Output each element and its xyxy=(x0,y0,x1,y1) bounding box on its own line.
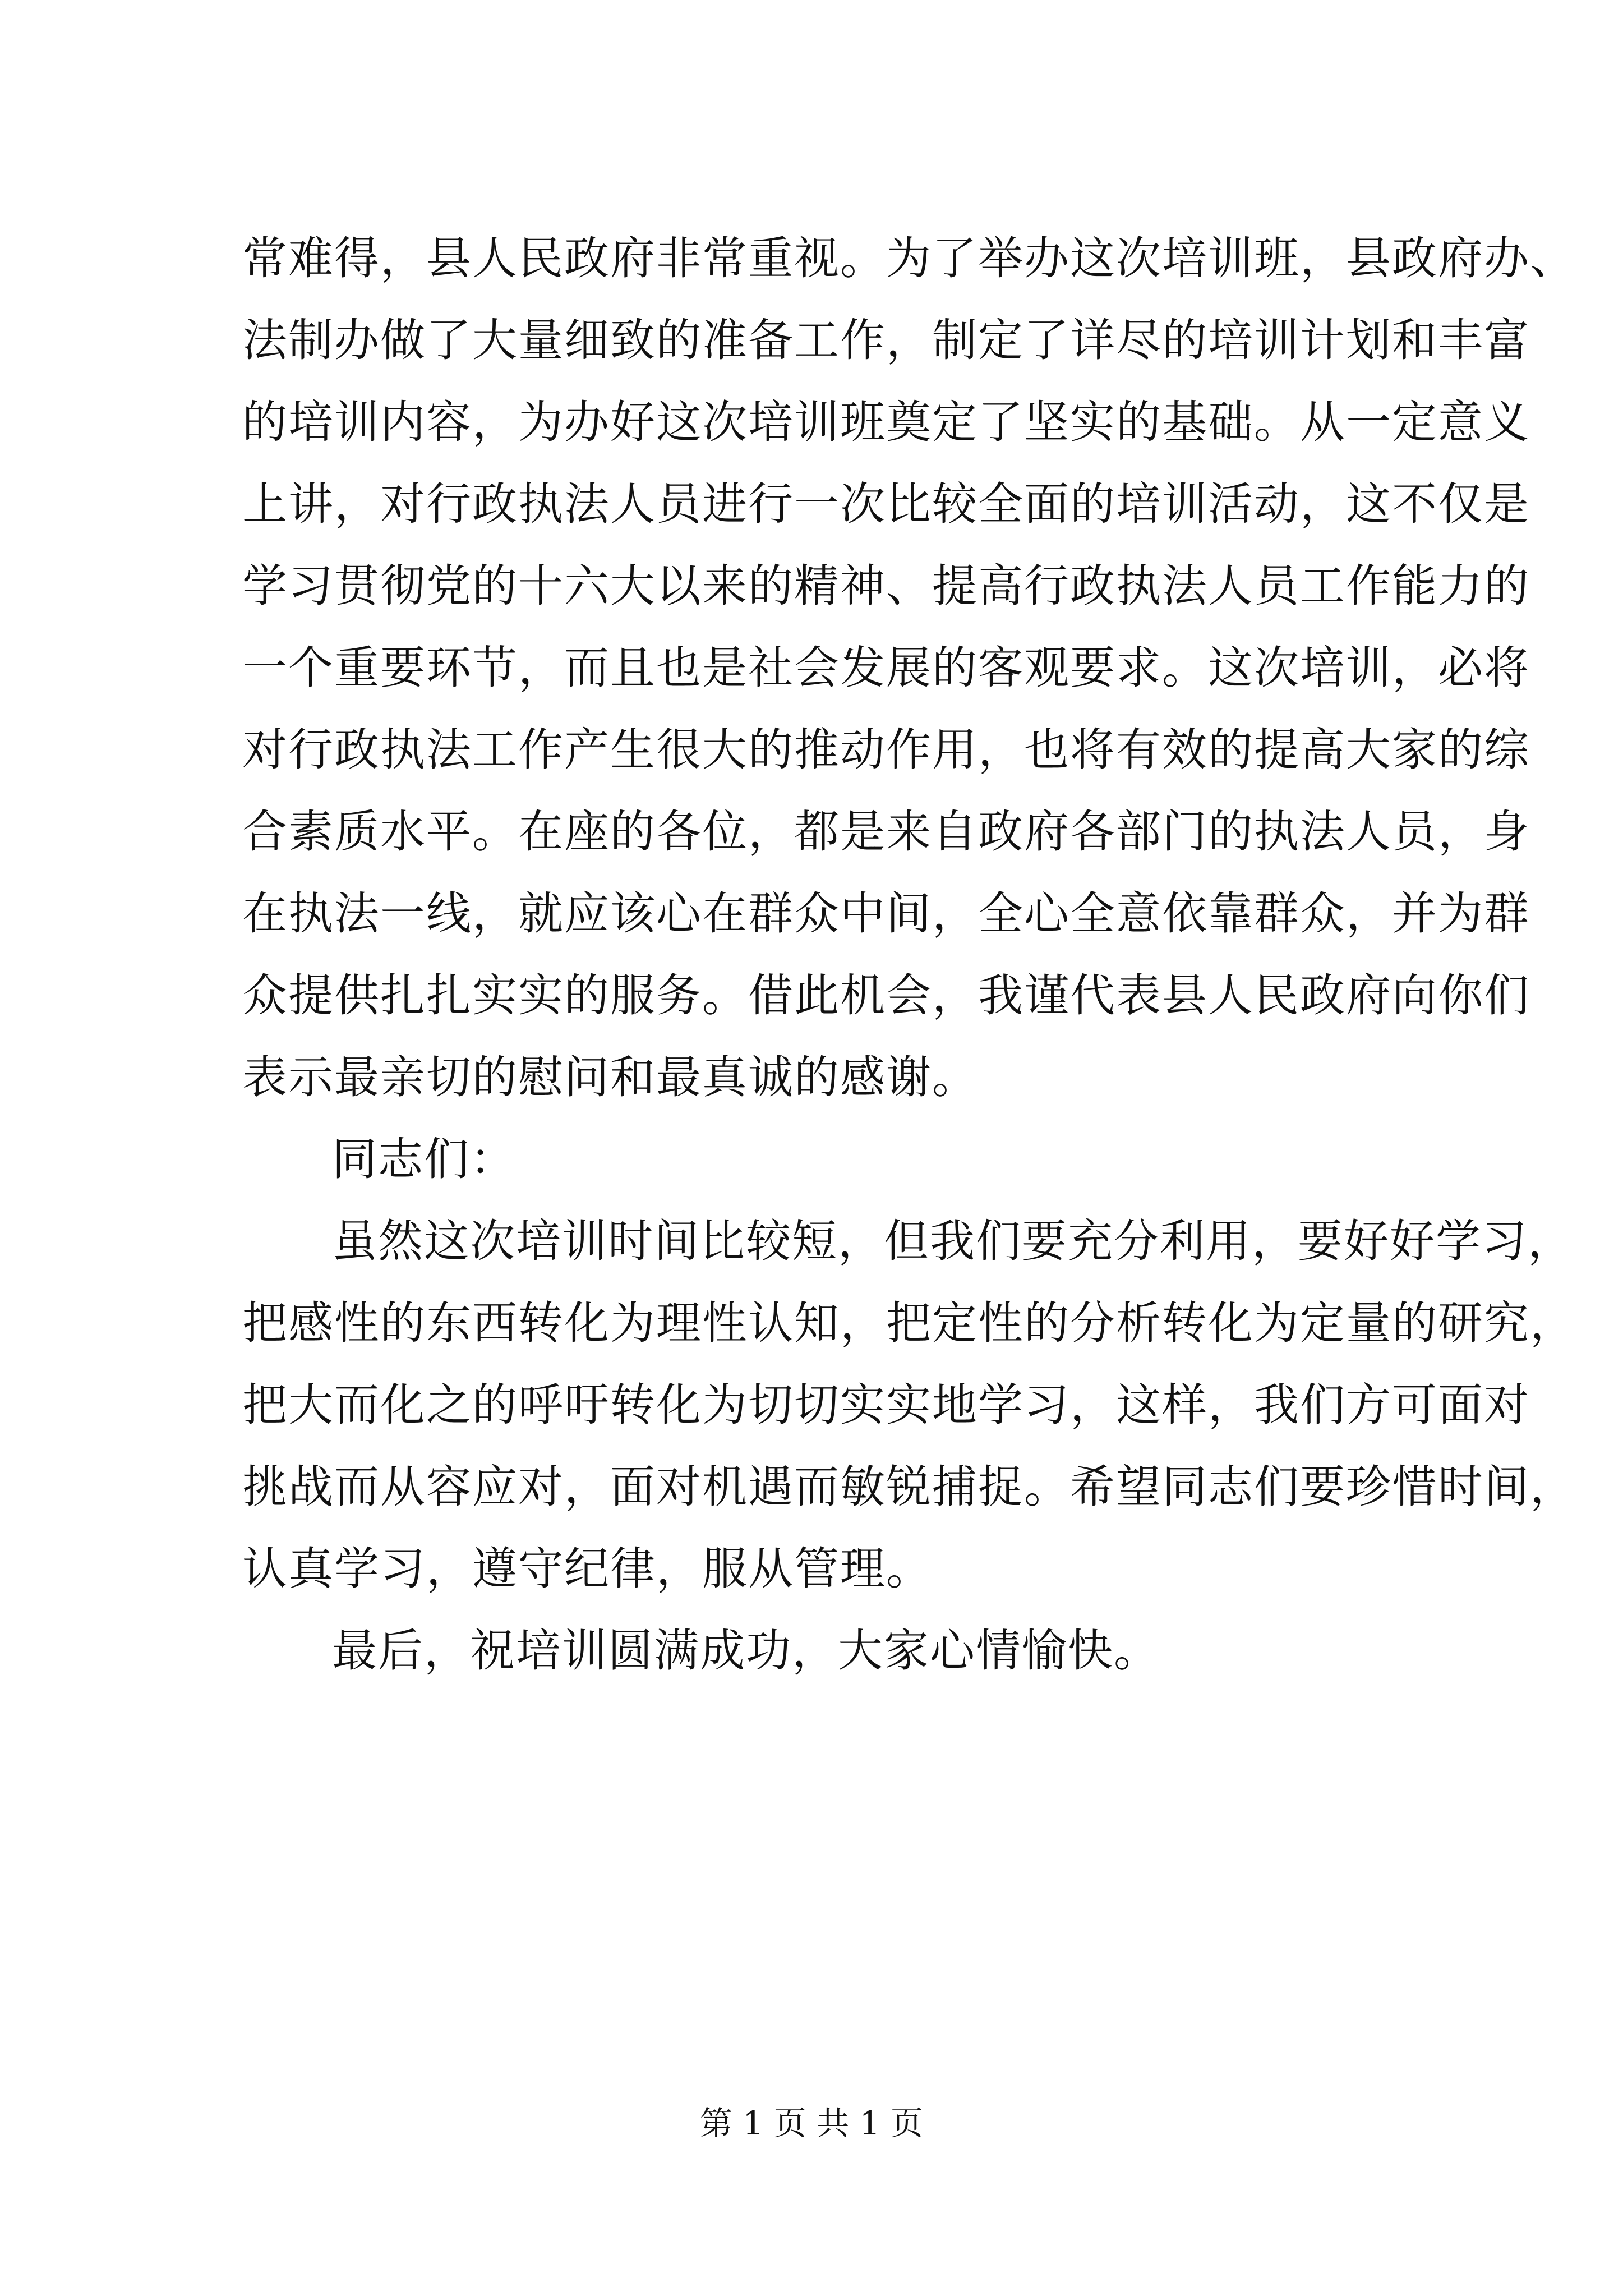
salutation-line: 同志们： xyxy=(332,1133,516,1185)
paragraph-line: 一个重要环节，而且也是社会发展的客观要求。这次培训，必将 xyxy=(242,642,1530,694)
page-number-footer: 第 1 页 共 1 页 xyxy=(700,2104,923,2142)
paragraph-line: 在执法一线，就应该心在群众中间，全心全意依靠群众，并为群 xyxy=(242,887,1530,940)
closing-line: 最后，祝培训圆满成功，大家心情愉快。 xyxy=(332,1625,1160,1677)
paragraph-line: 把感性的东西转化为理性认知，把定性的分析转化为定量的研究， xyxy=(242,1297,1576,1349)
paragraph-line: 众提供扎扎实实的服务。借此机会，我谨代表县人民政府向你们 xyxy=(242,969,1530,1022)
paragraph-line: 学习贯彻党的十六大以来的精神、提高行政执法人员工作能力的 xyxy=(242,560,1530,612)
paragraph-line: 表示最亲切的慰问和最真诚的感谢。 xyxy=(242,1051,978,1103)
paragraph-line: 认真学习，遵守纪律，服从管理。 xyxy=(242,1543,932,1595)
paragraph-line: 的培训内容，为办好这次培训班奠定了坚实的基础。从一定意义 xyxy=(242,396,1530,448)
paragraph-line: 合素质水平。在座的各位，都是来自政府各部门的执法人员，身 xyxy=(242,806,1530,858)
paragraph-line: 挑战而从容应对，面对机遇而敏锐捕捉。希望同志们要珍惜时间， xyxy=(242,1461,1576,1513)
document-body xyxy=(242,218,1576,1692)
paragraph-line: 虽然这次培训时间比较短，但我们要充分利用，要好好学习， xyxy=(332,1215,1574,1267)
paragraph-line: 上讲，对行政执法人员进行一次比较全面的培训活动，这不仅是 xyxy=(242,478,1530,530)
paragraph-line: 法制办做了大量细致的准备工作，制定了详尽的培训计划和丰富 xyxy=(242,314,1530,366)
paragraph-line: 对行政执法工作产生很大的推动作用，也将有效的提高大家的综 xyxy=(242,724,1530,776)
paragraph-line: 把大而化之的呼吁转化为切切实实地学习，这样，我们方可面对 xyxy=(242,1379,1530,1431)
paragraph-line: 常难得，县人民政府非常重视。为了举办这次培训班，县政府办、 xyxy=(242,232,1576,284)
